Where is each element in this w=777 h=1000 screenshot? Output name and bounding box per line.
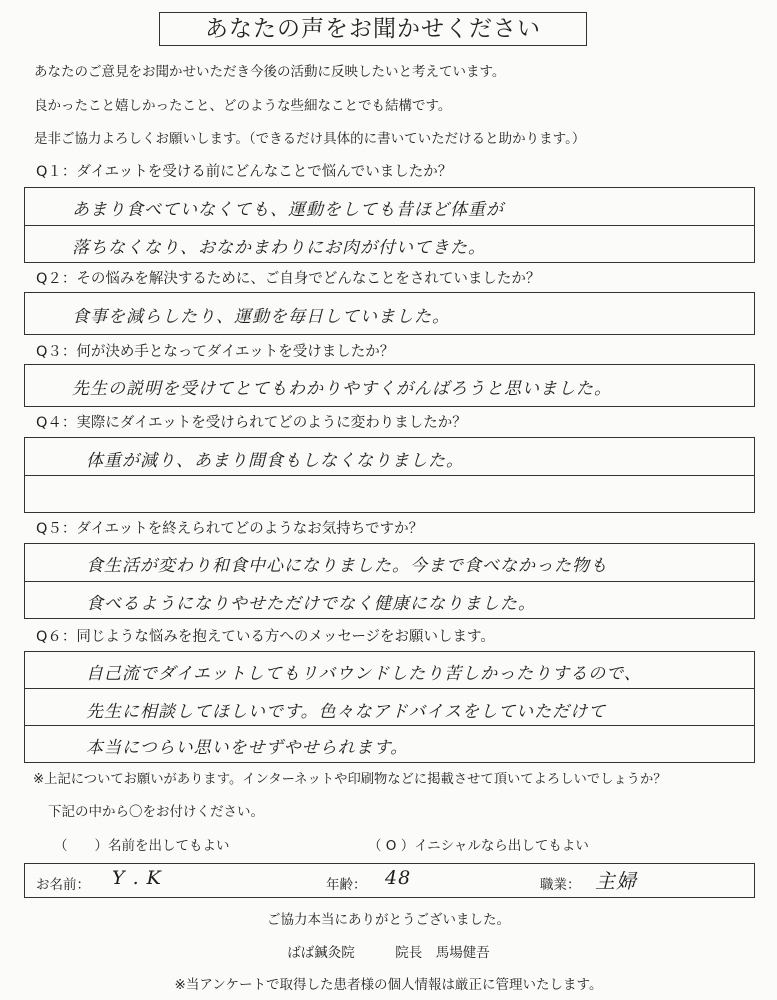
- answer-1-line-1: あまり食べていなくても、運動をしても昔ほど体重が: [72, 200, 504, 220]
- intro-line-1: あなたのご意見をお聞かせいただき今後の活動に反映したいと考えています。: [34, 64, 506, 80]
- answer-rule: [24, 581, 755, 582]
- answer-5-line-2: 食べるようになりやせただけでなく健康になりました。: [86, 594, 536, 614]
- age-label: 年齢：: [326, 877, 367, 893]
- job-label: 職業：: [540, 877, 581, 893]
- name-label: お名前：: [36, 877, 90, 893]
- answer-6-line-2: 先生に相談してほしいです。色々なアドバイスをしていただけて: [86, 702, 607, 722]
- intro-line-3: 是非ご協力よろしくお願いします。（できるだけ具体的に書いていただけると助かります。）: [34, 131, 586, 147]
- page-title: あなたの声をお聞かせください: [159, 12, 587, 46]
- answer-3-line-1: 先生の説明を受けてとてもわかりやすくがんばろうと思いました。: [72, 379, 612, 399]
- answer-6-line-1: 自己流でダイエットしてもリバウンドしたり苦しかったりするので、: [86, 664, 642, 684]
- answer-rule: [24, 725, 755, 726]
- question-5: Q５：ダイエットを終えられてどのようなお気持ちですか？: [36, 521, 424, 537]
- name-value: Y . K: [112, 867, 162, 889]
- answer-6-line-3: 本当につらい思いをせずやせられます。: [86, 738, 409, 758]
- privacy-note: ※当アンケートで取得した患者様の個人情報は厳正に管理いたします。: [174, 977, 603, 993]
- consent-instruction: 下記の中から〇をお付けください。: [48, 804, 264, 820]
- age-value: 48: [385, 867, 412, 889]
- answer-5-line-1: 食生活が変わり和食中心になりました。今まで食べなかった物も: [86, 556, 608, 576]
- question-2: Q２：その悩みを解決するために、ご自身でどんなことをされていましたか？: [36, 271, 541, 287]
- question-3: Q３：何が決め手となってダイエットを受けましたか？: [36, 344, 395, 360]
- answer-2-line-1: 食事を減らしたり、運動を毎日していました。: [72, 307, 450, 327]
- consent-option-initials[interactable]: （ O ）イニシャルなら出してもよい: [368, 838, 589, 854]
- answer-rule: [24, 475, 755, 476]
- question-6: Q６：同じような悩みを抱えている方へのメッセージをお願いします。: [36, 629, 495, 645]
- thanks-text: ご協力本当にありがとうございました。: [267, 912, 510, 928]
- question-1: Q１：ダイエットを受ける前にどんなことで悩んでいましたか？: [36, 164, 453, 180]
- answer-1-line-2: 落ちなくなり、おなかまわりにお肉が付いてきた。: [72, 238, 486, 258]
- consent-option-name[interactable]: （ ）名前を出してもよい: [54, 838, 230, 854]
- answer-rule: [24, 688, 755, 689]
- question-4: Q４：実際にダイエットを受けられてどのように変わりましたか？: [36, 415, 467, 431]
- clinic-name: ばば鍼灸院 院長 馬場健吾: [287, 945, 490, 961]
- answer-4-line-1: 体重が減り、あまり間食もしなくなりました。: [86, 451, 464, 471]
- answer-rule: [24, 225, 755, 226]
- job-value: 主婦: [595, 869, 637, 893]
- consent-note: ※上記についてお願いがあります。インターネットや印刷物などに掲載させて頂いてよろしいでしょうか？: [33, 772, 667, 787]
- intro-line-2: 良かったこと嬉しかったこと、どのような些細なことでも結構です。: [34, 98, 452, 114]
